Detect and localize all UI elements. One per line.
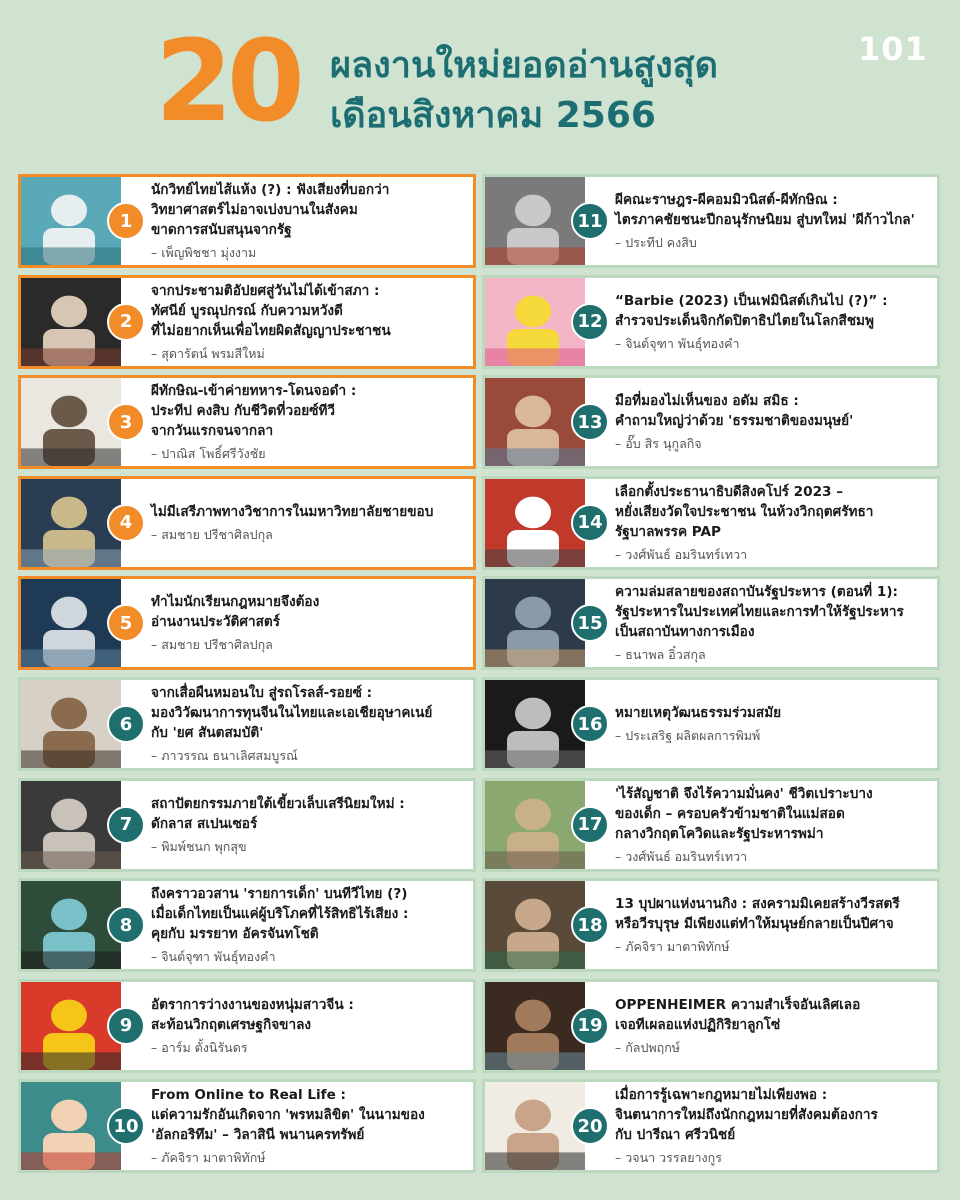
thumbnail-image	[21, 177, 121, 265]
article-thumbnail[interactable]	[21, 680, 121, 768]
thumbnail-image	[485, 982, 585, 1070]
rank-badge: 6	[107, 705, 145, 743]
article-author: – อาร์ม ตั้งนิรันดร	[151, 1039, 248, 1055]
article-title[interactable]: ผีทักษิณ-เข้าค่ายทหาร-โดนจอดำ : ประทีป คงสิบ กับชีวิตที่วอยซ์ทีวี จากวันแรกจนจากลา	[151, 383, 357, 440]
article-card-18[interactable]	[482, 878, 940, 972]
article-title[interactable]: จากประชามติอัปยศสู่วันไม่ได้เข้าสภา : ทัศนีย์ บูรณุปกรณ์ กับความหวังดี ที่ไม่อยากเห็นเพื่อไทยผิดสัญญาประชาชน	[151, 282, 391, 339]
header	[0, 0, 960, 170]
article-title[interactable]: From Online to Real Life : แด่ความรักอันเกิดจาก 'พรหมลิขิต' ในนามของ 'อัลกอริทึม' – วิลาสินี พนานครทรัพย์	[151, 1087, 425, 1144]
article-text	[151, 680, 467, 768]
thumbnail-image	[485, 579, 585, 667]
thumbnail-image	[485, 378, 585, 466]
thumbnail-image	[485, 1082, 585, 1170]
article-title[interactable]: อัตราการว่างงานของหนุ่มสาวจีน : สะท้อนวิกฤตเศรษฐกิจขาลง	[151, 996, 354, 1033]
rank-badge: 10	[107, 1107, 145, 1145]
article-author: – ประทีป คงสิบ	[615, 235, 697, 250]
article-card-11[interactable]	[482, 174, 940, 268]
thumbnail-image	[485, 781, 585, 869]
article-card-13[interactable]	[482, 375, 940, 469]
article-title[interactable]: ถึงคราวอวสาน 'รายการเด็ก' บนทีวีไทย (?) เมื่อเด็กไทยเป็นแค่ผู้บริโภคที่ไร้สิทธิไร้เสียง : คุยกับ มรรยาท อัครจันทโชติ	[151, 886, 409, 943]
thumbnail-image	[485, 680, 585, 768]
article-author: – เพ็ญพิชชา มุ่งงาม	[151, 245, 257, 260]
article-author: – วงศ์พันธ์ อมรินทร์เทวา	[615, 848, 748, 864]
article-title[interactable]: จากเสื่อผืนหมอนใบ สู่รถโรลส์-รอยซ์ : มองวิวัฒนาการทุนจีนในไทยและเอเชียอุษาคเนย์ กับ 'ยศ สันตสมบัติ'	[151, 685, 433, 741]
thumbnail-image	[21, 278, 121, 366]
article-card-17[interactable]	[482, 778, 940, 872]
article-author: – ปาณิส โพธิ์ศรีวังชัย	[151, 446, 266, 462]
article-text	[615, 278, 931, 366]
article-text	[151, 479, 467, 567]
article-card-16[interactable]	[482, 677, 940, 771]
article-text	[615, 781, 931, 869]
article-author: – ภัคจิรา มาตาพิทักษ์	[151, 1150, 266, 1166]
article-title[interactable]: ความล่มสลายของสถาบันรัฐประหาร (ตอนที่ 1): รัฐประหารในประเทศไทยและการทำให้รัฐประหาร เป็นสถาบันทางการเมือง	[615, 584, 904, 641]
article-thumbnail[interactable]	[21, 982, 121, 1070]
article-thumbnail[interactable]	[485, 278, 585, 366]
article-thumbnail[interactable]	[21, 579, 121, 667]
article-card-5[interactable]	[18, 576, 476, 670]
article-text	[615, 881, 931, 969]
article-text	[151, 881, 467, 969]
article-text	[615, 1082, 931, 1170]
rank-badge: 9	[107, 1007, 145, 1045]
article-text	[615, 982, 931, 1070]
article-card-8[interactable]	[18, 878, 476, 972]
article-thumbnail[interactable]	[21, 781, 121, 869]
thumbnail-image	[21, 781, 121, 869]
article-author: – ประเสริฐ ผลิตผลการพิมพ์	[615, 728, 761, 743]
article-title[interactable]: สถาปัตยกรรมภายใต้เขี้ยวเล็บเสรีนิยมใหม่ : ดักลาส สเปนเซอร์	[151, 795, 405, 832]
article-card-12[interactable]	[482, 275, 940, 369]
rank-badge: 16	[571, 705, 609, 743]
article-thumbnail[interactable]	[21, 881, 121, 969]
article-card-3[interactable]	[18, 375, 476, 469]
rank-badge: 2	[107, 303, 145, 341]
article-author: – ภาวรรณ ธนาเลิศสมบูรณ์	[151, 748, 298, 763]
article-thumbnail[interactable]	[485, 1082, 585, 1170]
article-text	[151, 982, 467, 1070]
rank-badge: 20	[571, 1107, 609, 1145]
thumbnail-image	[21, 378, 121, 466]
rank-badge: 4	[107, 504, 145, 542]
article-card-6[interactable]	[18, 677, 476, 771]
rank-badge: 12	[571, 303, 609, 341]
thumbnail-image	[21, 479, 121, 567]
article-text	[151, 1082, 467, 1170]
article-author: – สมชาย ปรีชาศิลปกุล	[151, 637, 273, 653]
article-author: – พิมพ์ชนก พุกสุข	[151, 838, 247, 854]
article-thumbnail[interactable]	[485, 479, 585, 567]
article-author: – จินต์จุฑา พันธุ์ทองคำ	[615, 335, 740, 351]
article-card-20[interactable]	[482, 1079, 940, 1173]
article-title[interactable]: เมื่อการรู้เฉพาะกฎหมายไม่เพียงพอ : จินตนาการใหม่ถึงนักกฎหมายที่สังคมต้องการ กับ ปารีณา ศรีวนิชย์	[615, 1087, 878, 1144]
article-text	[151, 781, 467, 869]
article-title[interactable]: 'ไร้สัญชาติ จึงไร้ความมั่นคง' ชีวิตเปราะบาง ของเด็ก – ครอบครัวข้ามชาติในแม่สอด กลางวิกฤตโควิดและรัฐประหารพม่า	[615, 785, 873, 842]
article-thumbnail[interactable]	[485, 881, 585, 969]
article-author: – ภัคจิรา มาตาพิทักษ์	[615, 939, 730, 955]
article-author: – ธนาพล อิ๋วสกุล	[615, 647, 706, 663]
article-author: – วจนา วรรลยางกูร	[615, 1150, 722, 1166]
article-title[interactable]: มือที่มองไม่เห็นของ อดัม สมิธ : คำถามใหญ่ว่าด้วย 'ธรรมชาติของมนุษย์'	[615, 393, 854, 430]
rank-badge: 19	[571, 1007, 609, 1045]
article-author: – กัลปพฤกษ์	[615, 1039, 681, 1055]
rank-badge: 7	[107, 806, 145, 844]
article-thumbnail[interactable]	[21, 378, 121, 466]
article-author: – อั๊บ สิร นุกูลกิจ	[615, 436, 702, 452]
thumbnail-image	[21, 982, 121, 1070]
article-title[interactable]: เลือกตั้งประธานาธิบดีสิงคโปร์ 2023 – หยั่งเสียงวัดใจประชาชน ในห้วงวิกฤตศรัทธา รัฐบาลพรรค PAP	[615, 483, 874, 540]
article-text	[615, 479, 931, 567]
thumbnail-image	[485, 278, 585, 366]
thumbnail-image	[21, 1082, 121, 1170]
article-card-10[interactable]	[18, 1079, 476, 1173]
article-card-19[interactable]	[482, 979, 940, 1073]
article-title[interactable]: 13 บุปผาแห่งนานกิง : สงครามมิเคยสร้างวีรสตรี หรือวีรบุรุษ มีเพียงแต่ทำให้มนุษย์กลายเป็นปีศาจ	[615, 896, 900, 933]
article-thumbnail[interactable]	[21, 479, 121, 567]
article-card-9[interactable]	[18, 979, 476, 1073]
article-title[interactable]: OPPENHEIMER ความสำเร็จอันเลิศเลอ เจอทีเผลอแห่งปฏิกิริยาลูกโซ่	[615, 996, 861, 1033]
article-thumbnail[interactable]	[485, 781, 585, 869]
article-card-7[interactable]	[18, 778, 476, 872]
rank-badge: 8	[107, 906, 145, 944]
article-thumbnail[interactable]	[485, 579, 585, 667]
rank-badge: 1	[107, 202, 145, 240]
article-author: – วงศ์พันธ์ อมรินทร์เทวา	[615, 546, 748, 562]
article-text	[151, 177, 467, 265]
article-text	[151, 278, 467, 366]
article-thumbnail[interactable]	[485, 680, 585, 768]
article-card-1[interactable]	[18, 174, 476, 268]
rank-badge: 13	[571, 403, 609, 441]
article-title[interactable]: “Barbie (2023) เป็นเฟมินิสต์เกินไป (?)” : สำรวจประเด็นจิกกัดปิตาธิปไตยในโลกสีชมพู	[615, 292, 888, 329]
article-text	[615, 378, 931, 466]
thumbnail-image	[485, 479, 585, 567]
article-card-2[interactable]	[18, 275, 476, 369]
rank-badge: 3	[107, 403, 145, 441]
article-text	[615, 579, 931, 667]
thumbnail-image	[485, 881, 585, 969]
article-text	[151, 579, 467, 667]
article-card-15[interactable]	[482, 576, 940, 670]
article-thumbnail[interactable]	[485, 378, 585, 466]
article-title[interactable]: หมายเหตุวัฒนธรรมร่วมสมัย	[615, 705, 782, 721]
article-author: – สุดารัตน์ พรมสีใหม่	[151, 345, 265, 361]
article-title[interactable]: ไม่มีเสรีภาพทางวิชาการในมหาวิทยาลัยชายขอบ	[151, 503, 434, 520]
rank-badge: 18	[571, 906, 609, 944]
article-text	[615, 680, 931, 768]
article-thumbnail[interactable]	[485, 177, 585, 265]
article-card-14[interactable]	[482, 476, 940, 570]
thumbnail-image	[21, 881, 121, 969]
article-thumbnail[interactable]	[21, 278, 121, 366]
rank-badge: 15	[571, 604, 609, 642]
article-thumbnail[interactable]	[21, 177, 121, 265]
article-card-4[interactable]	[18, 476, 476, 570]
thumbnail-image	[21, 579, 121, 667]
article-thumbnail[interactable]	[485, 982, 585, 1070]
article-author: – จินต์จุฑา พันธุ์ทองคำ	[151, 949, 276, 965]
thumbnail-image	[485, 177, 585, 265]
article-author: – สมชาย ปรีชาศิลปกุล	[151, 526, 273, 542]
rank-badge: 11	[571, 202, 609, 240]
rank-badge: 17	[571, 806, 609, 844]
rank-badge: 14	[571, 504, 609, 542]
article-title[interactable]: นักวิทย์ไทยไส้แห้ง (?) : ฟังเสียงที่บอกว่า วิทยาศาสตร์ไม่อาจเบ่งบานในสังคม ขาดการสนับสนุนจากรัฐ	[151, 182, 390, 238]
rank-badge: 5	[107, 604, 145, 642]
headline-number: 20	[155, 17, 299, 147]
article-title[interactable]: ทำไมนักเรียนกฎหมายจึงต้อง อ่านงานประวัติศาสตร์	[151, 594, 320, 631]
article-text	[615, 177, 931, 265]
article-text	[151, 378, 467, 466]
article-thumbnail[interactable]	[21, 1082, 121, 1170]
headline-title-line1: ผลงานใหม่ยอดอ่านสูงสุด	[330, 45, 719, 86]
article-title[interactable]: ผีคณะราษฎร-ผีคอมมิวนิสต์-ผีทักษิณ : ไตรภาคชัยชนะปีกอนุรักษนิยม สู่บทใหม่ 'ผีก้าวไกล'	[615, 192, 915, 228]
thumbnail-image	[21, 680, 121, 768]
logo: 101	[858, 30, 928, 68]
headline-title-line2: เดือนสิงหาคม 2566	[330, 95, 656, 136]
